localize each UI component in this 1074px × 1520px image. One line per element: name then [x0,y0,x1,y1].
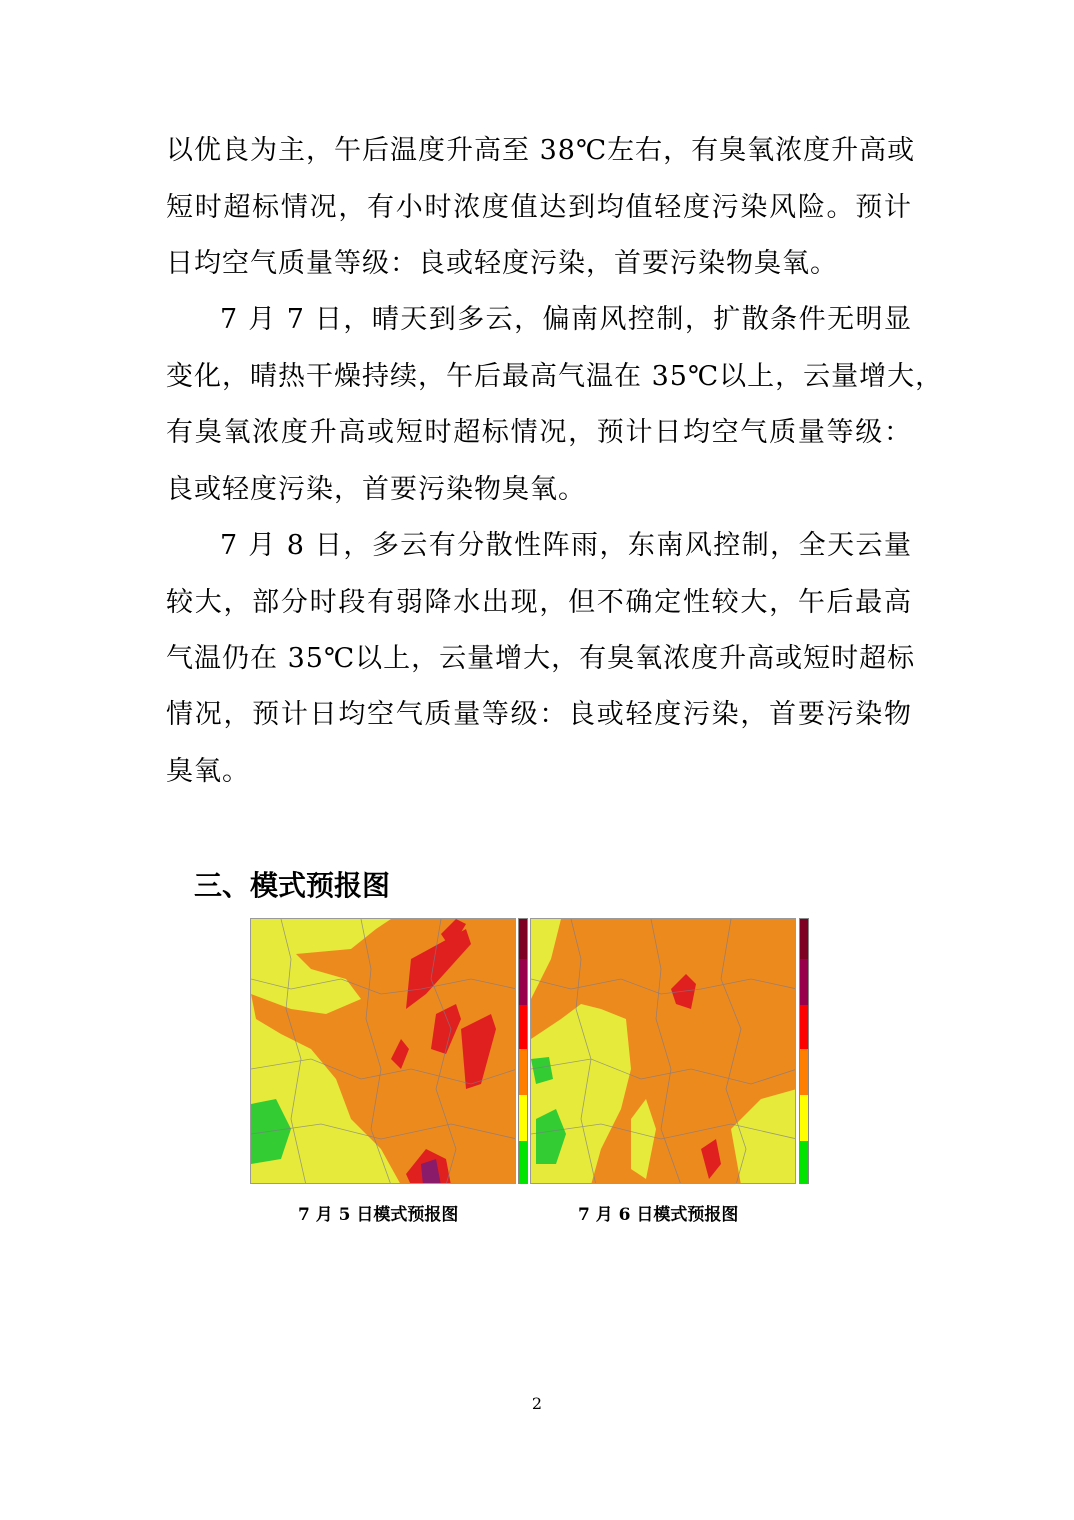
legend-band [519,1141,527,1184]
figure-caption-july-5: 7 月 5 日模式预报图 [298,1205,459,1225]
text-line: 情况，预计日均空气质量等级：良或轻度污染，首要污染物 [166,699,912,730]
text-line: 7 月 7 日，晴天到多云，偏南风控制，扩散条件无明显 [220,304,912,335]
forecast-map-graphic [531,919,796,1184]
text-line: 气温仍在 35℃以上，云量增大，有臭氧浓度升高或短时超标 [166,643,916,674]
text-line: 较大，部分时段有弱降水出现，但不确定性较大，午后最高 [166,587,912,618]
text-line: 臭氧。 [166,756,250,787]
legend-band [800,1049,808,1095]
legend-band [800,1141,808,1184]
text-line: 良或轻度污染，首要污染物臭氧。 [166,474,586,505]
text-line: 以优良为主，午后温度升高至 38℃左右，有臭氧浓度升高或 [166,135,916,166]
legend-band [519,959,527,1005]
forecast-map-graphic [251,919,516,1184]
forecast-map-july-6 [530,918,796,1184]
page-number: 2 [531,1394,543,1413]
legend-band [519,1095,527,1141]
legend-band [800,919,808,959]
color-legend-july-5 [518,918,528,1184]
text-line: 有臭氧浓度升高或短时超标情况，预计日均空气质量等级： [166,417,912,448]
text-line: 变化，晴热干燥持续，午后最高气温在 35℃以上，云量增大， [166,361,944,392]
color-legend-july-6 [799,918,809,1184]
text-line: 7 月 8 日，多云有分散性阵雨，东南风控制，全天云量 [220,530,912,561]
text-line: 短时超标情况，有小时浓度值达到均值轻度污染风险。预计 [166,192,912,223]
legend-band [800,1095,808,1141]
legend-band [800,1005,808,1049]
legend-band [519,1049,527,1095]
legend-band [800,959,808,1005]
legend-band [519,1005,527,1049]
forecast-map-july-5 [250,918,516,1184]
section-heading: 三、模式预报图 [194,869,391,902]
text-line: 日均空气质量等级：良或轻度污染，首要污染物臭氧。 [166,248,838,279]
legend-band [519,919,527,959]
figure-caption-july-6: 7 月 6 日模式预报图 [578,1205,739,1225]
